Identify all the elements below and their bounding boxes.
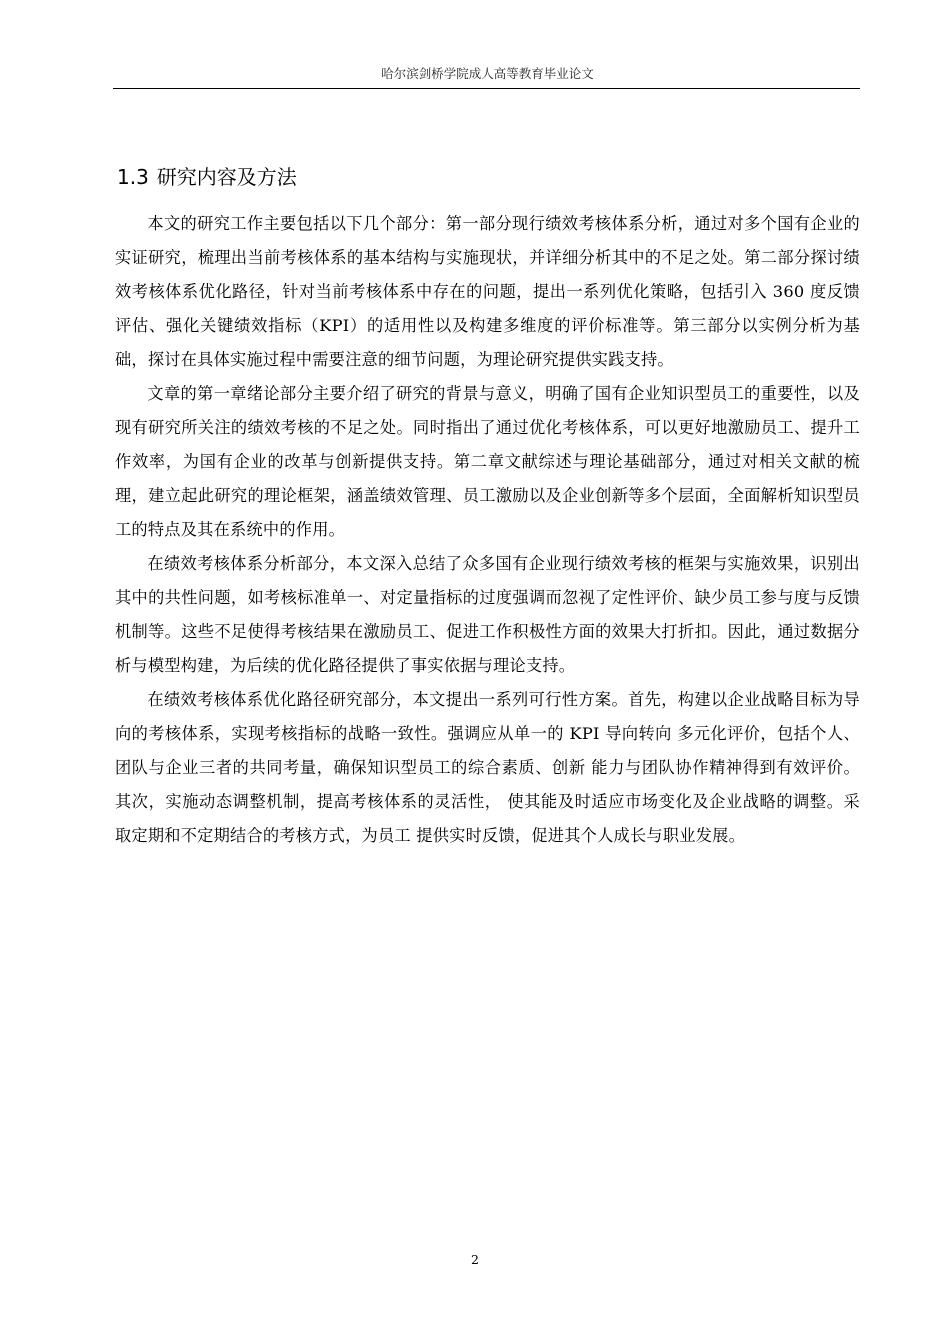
page-number: 2 [471, 1252, 479, 1267]
paragraph: 本文的研究工作主要包括以下几个部分：第一部分现行绩效考核体系分析，通过对多个国有企业的实证研究，梳理出当前考核体系的基本结构与实施现状，并详细分析其中的不足之处。第二部分探讨绩效考核体系优化路径，针对当前考核体系中存在的问题，提出一系列优化策略，包括引入 360 度反馈评估、强化关键绩效指标（KPI）的适用性以及构建多维度的评价标准等。第三部分以实例分析为基础，探讨在具体实施过程中需要注意的细节问题，为理论研究提供实践支持。 [115, 214, 860, 369]
section-number: 1.3 [117, 165, 149, 189]
paragraph: 在绩效考核体系优化路径研究部分，本文提出一系列可行性方案。首先，构建以企业战略目标为导向的考核体系，实现考核指标的战略一致性。强调应从单一的 KPI 导向转向 多元化评价，包括个人、团队与企业三者的共同考量，确保知识型员工的综合素质、创新 能力与团队协作精神得到有效评价。其次，实施动态调整机制，提高考核体系的灵活性， 使其能及时适应市场变化及企业战略的调整。采取定期和不定期结合的考核方式，为员工 提供实时反馈，促进其个人成长与职业发展。 [115, 690, 860, 845]
paragraph: 在绩效考核体系分析部分，本文深入总结了众多国有企业现行绩效考核的框架与实施效果，识别出其中的共性问题，如考核标准单一、对定量指标的过度强调而忽视了定性评价、缺少员工参与度与反馈机制等。这些不足使得考核结果在激励员工、促进工作积极性方面的效果大打折扣。因此，通过数据分析与模型构建，为后续的优化路径提供了事实依据与理论支持。 [115, 554, 860, 675]
running-header: 哈尔滨剑桥学院成人高等教育毕业论文 [381, 66, 594, 81]
header-divider [113, 88, 860, 89]
body-text [115, 207, 860, 853]
paragraph: 文章的第一章绪论部分主要介绍了研究的背景与意义，明确了国有企业知识型员工的重要性，以及现有研究所关注的绩效考核的不足之处。同时指出了通过优化考核体系，可以更好地激励员工、提升工作效率，为国有企业的改革与创新提供支持。第二章文献综述与理论基础部分，通过对相关文献的梳理，建立起此研究的理论框架，涵盖绩效管理、员工激励以及企业创新等多个层面，全面解析知识型员工的特点及其在系统中的作用。 [115, 384, 860, 539]
section-title: 研究内容及方法 [156, 165, 297, 189]
section-heading [117, 163, 297, 191]
